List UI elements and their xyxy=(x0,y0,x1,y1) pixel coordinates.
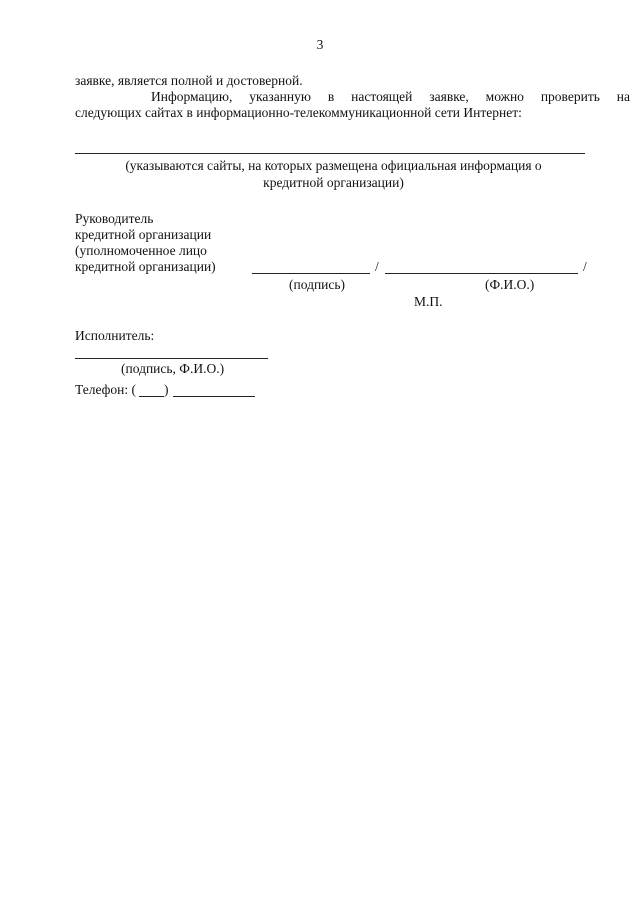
signature-blank-line xyxy=(252,273,370,274)
signature-caption: (подпись) xyxy=(289,277,346,292)
phone-number-blank xyxy=(173,396,255,397)
phone-code-blank xyxy=(139,396,164,397)
word: проверить xyxy=(540,89,600,104)
paragraph-2-second-line: следующих сайтах в информационно-телекоммуникационной сети Интернет: xyxy=(75,105,522,120)
head-label-line-4: кредитной организации) xyxy=(75,259,216,274)
slash-separator: / xyxy=(375,259,379,274)
word: Информацию, xyxy=(151,89,233,104)
phone-label: Телефон: ( xyxy=(75,382,136,397)
head-label-line-1: Руководитель xyxy=(75,211,154,226)
paragraph-2-first-line xyxy=(113,89,630,105)
word: в xyxy=(327,89,335,104)
word: заявке, xyxy=(429,89,469,104)
head-label-line-3: (уполномоченное лицо xyxy=(75,243,207,258)
executor-caption: (подпись, Ф.И.О.) xyxy=(121,361,225,376)
paragraph-1-text: заявке, является полной и достоверной. xyxy=(75,73,303,88)
executor-blank-line xyxy=(75,358,268,359)
sites-caption-line-2: кредитной организации) xyxy=(263,175,404,190)
word: указанную xyxy=(249,89,311,104)
slash-separator-end: / xyxy=(583,259,587,274)
page-number: 3 xyxy=(316,37,324,52)
executor-label: Исполнитель: xyxy=(75,328,155,343)
word: настоящей xyxy=(351,89,413,104)
phone-close-paren: ) xyxy=(164,382,169,397)
word: на xyxy=(616,89,630,104)
stamp-place-label: М.П. xyxy=(414,294,443,309)
fio-blank-line xyxy=(385,273,578,274)
sites-caption-line-1: (указываются сайты, на которых размещена официальная информация о xyxy=(125,158,542,173)
word: можно xyxy=(485,89,524,104)
sites-blank-line xyxy=(75,153,585,154)
fio-caption: (Ф.И.О.) xyxy=(485,277,535,292)
head-label-line-2: кредитной организации xyxy=(75,227,212,242)
